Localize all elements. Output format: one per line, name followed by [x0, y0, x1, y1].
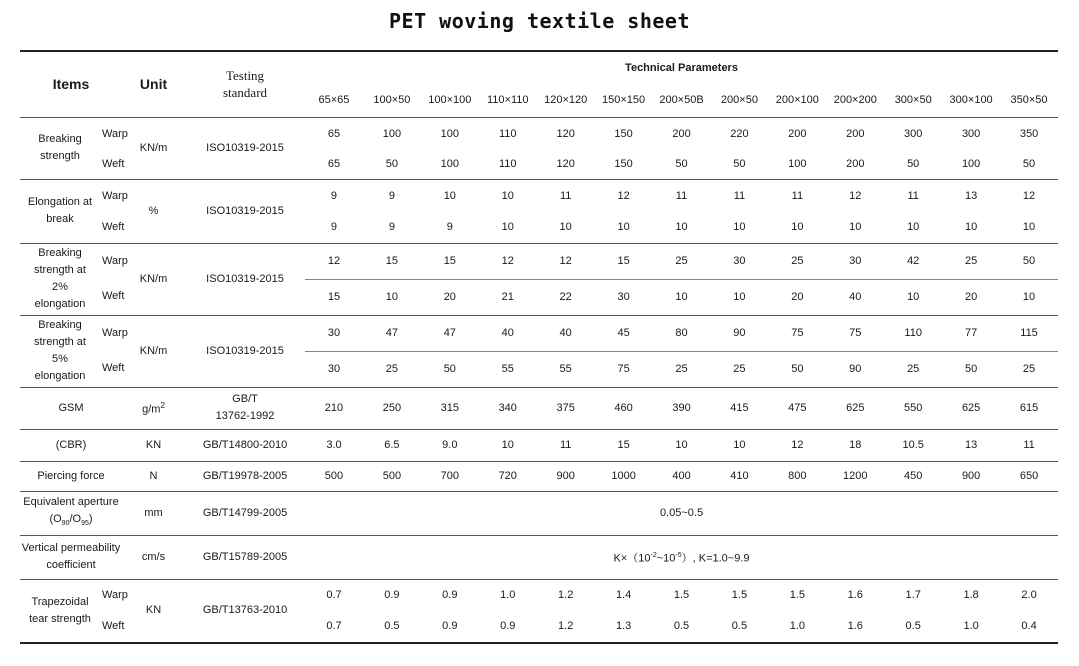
- value: 10: [710, 429, 768, 461]
- cbr-standard: GB/T14800-2010: [185, 429, 305, 461]
- item-label-line: 2%: [52, 281, 68, 293]
- warp-value: 10: [421, 179, 479, 213]
- elongation-standard: ISO10319-2015: [185, 179, 305, 243]
- spec-column-header: 200×50: [720, 93, 758, 106]
- elongation-warp-row: [20, 179, 1058, 213]
- spec-column-header: 200×200: [833, 93, 877, 106]
- weft-value: 9: [446, 221, 453, 234]
- value: 3.0: [305, 429, 363, 461]
- weft-value: 21: [479, 279, 537, 315]
- piercing-row: [20, 461, 1058, 491]
- value: 1000: [595, 461, 653, 491]
- value: 390: [653, 387, 711, 429]
- item-label-line: 5%: [52, 353, 68, 365]
- weft-value: 10: [733, 221, 746, 234]
- warp-value: 150: [595, 117, 653, 151]
- weft-value: 55: [537, 351, 595, 387]
- value: 340: [479, 387, 537, 429]
- spec-table: [20, 50, 1058, 644]
- value: 375: [537, 387, 595, 429]
- value: 625: [942, 387, 1000, 429]
- weft-value: 1.6: [826, 611, 884, 643]
- warp-value: 11: [710, 179, 768, 213]
- item-label-line: tear strength: [29, 612, 91, 625]
- weft-value: 50: [675, 158, 688, 171]
- bs5-unit: KN/m: [122, 315, 185, 387]
- tear-standard: GB/T13763-2010: [185, 579, 305, 643]
- aperture-standard: GB/T14799-2005: [185, 491, 305, 535]
- value: 18: [826, 429, 884, 461]
- weft-value: 30: [305, 351, 363, 387]
- weft-value: 10: [1022, 221, 1036, 234]
- weft-label: Weft: [102, 362, 125, 375]
- bs2-warp-row: [20, 243, 1058, 279]
- weft-value: 100: [961, 158, 981, 171]
- permeability-item-label: Vertical permeability coefficient: [20, 535, 122, 579]
- weft-value: 40: [826, 279, 884, 315]
- weft-value: 10: [710, 279, 768, 315]
- value: 1200: [826, 461, 884, 491]
- warp-value: 15: [595, 243, 653, 279]
- weft-value: 0.4: [1000, 611, 1058, 643]
- weft-value: 9: [330, 221, 338, 234]
- warp-value: 9: [305, 179, 363, 213]
- bs5-item-label: [20, 315, 100, 387]
- piercing-standard: GB/T19978-2005: [185, 461, 305, 491]
- warp-value: 30: [710, 243, 768, 279]
- weft-value: 10: [559, 221, 572, 234]
- value: 400: [653, 461, 711, 491]
- weft-value: 10: [964, 221, 978, 234]
- weft-value: 110: [498, 158, 517, 171]
- item-label-line: strength at: [34, 336, 86, 348]
- weft-value: 15: [305, 279, 363, 315]
- warp-value: 1.6: [826, 579, 884, 611]
- warp-value: 90: [710, 315, 768, 351]
- breaking-warp-row: [20, 117, 1058, 151]
- warp-value: 1.5: [710, 579, 768, 611]
- permeability-row: [20, 535, 1058, 579]
- weft-value: 0.5: [710, 611, 768, 643]
- warp-value: 12: [305, 243, 363, 279]
- tear-unit: KN: [122, 579, 185, 643]
- warp-value: 25: [942, 243, 1000, 279]
- spec-column-header: 120×120: [544, 93, 588, 106]
- item-label-line: strength: [40, 150, 80, 162]
- weft-value: 0.9: [421, 611, 479, 643]
- aperture-value: 0.05~0.5: [305, 491, 1058, 535]
- spec-column-header: 300×50: [894, 93, 932, 106]
- value: 10.5: [884, 429, 942, 461]
- warp-value: 1.4: [595, 579, 653, 611]
- value: 500: [363, 461, 421, 491]
- value: 475: [768, 387, 826, 429]
- warp-value: 2.0: [1000, 579, 1058, 611]
- weft-value: 0.7: [305, 611, 363, 643]
- value: 900: [537, 461, 595, 491]
- tear-warp-row: [20, 579, 1058, 611]
- weft-value: 50: [421, 351, 479, 387]
- warp-value: 11: [653, 179, 711, 213]
- value: 15: [595, 429, 653, 461]
- weft-value: 30: [595, 279, 653, 315]
- weft-value: 10: [849, 221, 862, 234]
- warp-value: 13: [942, 179, 1000, 213]
- warp-value: 80: [653, 315, 711, 351]
- weft-value: 120: [556, 158, 575, 171]
- item-label-line: strength at: [34, 264, 86, 276]
- value: 550: [884, 387, 942, 429]
- warp-value: 120: [537, 117, 595, 151]
- permeability-unit: cm/s: [122, 535, 185, 579]
- warp-label: Warp: [100, 179, 122, 213]
- warp-value: 200: [653, 117, 711, 151]
- warp-value: 75: [826, 315, 884, 351]
- warp-value: 47: [421, 315, 479, 351]
- gsm-standard: GB/T 13762-1992: [185, 387, 305, 429]
- spec-column-header: 150×150: [602, 93, 646, 106]
- warp-value: 10: [479, 179, 537, 213]
- spec-column-header: 200×100: [775, 93, 819, 106]
- warp-value: 30: [305, 315, 363, 351]
- cbr-item-label: (CBR): [20, 429, 122, 461]
- warp-value: 1.5: [768, 579, 826, 611]
- cbr-unit: KN: [122, 429, 185, 461]
- warp-label: Warp: [100, 579, 122, 611]
- bs2-item-label: [20, 243, 100, 315]
- aperture-row: [20, 491, 1058, 535]
- warp-value: 12: [537, 243, 595, 279]
- warp-value: 25: [768, 243, 826, 279]
- elongation-unit: %: [122, 179, 185, 243]
- spec-column-header: 350×50: [1010, 93, 1048, 106]
- weft-value: 200: [846, 158, 865, 171]
- warp-value: 11: [768, 179, 826, 213]
- weft-value: 20: [768, 279, 826, 315]
- warp-value: 1.2: [537, 579, 595, 611]
- items-header: Items: [20, 51, 122, 117]
- permeability-standard: GB/T15789-2005: [185, 535, 305, 579]
- value: 410: [710, 461, 768, 491]
- weft-label: Weft: [102, 290, 125, 303]
- weft-value: 90: [826, 351, 884, 387]
- page-title: PET woving textile sheet: [389, 9, 690, 33]
- weft-label: Weft: [102, 158, 125, 171]
- value: 700: [421, 461, 479, 491]
- weft-value: 100: [788, 158, 807, 171]
- item-label-line: elongation: [34, 298, 86, 310]
- item-label-line: elongation: [34, 370, 86, 382]
- warp-value: 65: [305, 117, 363, 151]
- warp-label: Warp: [100, 117, 122, 151]
- gsm-unit: $g/m^2$: [122, 387, 185, 429]
- value: 210: [305, 387, 363, 429]
- weft-value: 150: [614, 158, 633, 171]
- value: 415: [710, 387, 768, 429]
- warp-value: 30: [826, 243, 884, 279]
- unit-header: Unit: [122, 51, 185, 117]
- warp-value: 115: [1000, 315, 1058, 351]
- weft-value: 10: [1000, 279, 1058, 315]
- warp-value: 15: [363, 243, 421, 279]
- weft-value: 25: [884, 351, 942, 387]
- value: 12: [768, 429, 826, 461]
- warp-value: 77: [942, 315, 1000, 351]
- value: 6.5: [363, 429, 421, 461]
- value: 800: [768, 461, 826, 491]
- value: 500: [305, 461, 363, 491]
- standard-header-line1: Testing: [225, 68, 265, 84]
- spec-column-header: 200×50B: [659, 93, 704, 106]
- weft-value: 0.5: [884, 611, 942, 643]
- weft-value: 10: [907, 221, 920, 234]
- value: 315: [421, 387, 479, 429]
- weft-value: 10: [791, 221, 804, 234]
- warp-value: 9: [363, 179, 421, 213]
- weft-value: 50: [907, 158, 920, 171]
- bs2-standard: ISO10319-2015: [185, 243, 305, 315]
- warp-value: 110: [479, 117, 537, 151]
- weft-value: 0.9: [479, 611, 537, 643]
- warp-value: 200: [768, 117, 826, 151]
- tear-item-label: [20, 579, 100, 643]
- gsm-row: [20, 387, 1058, 429]
- warp-value: 1.5: [653, 579, 711, 611]
- value: 11: [537, 429, 595, 461]
- warp-value: 0.7: [305, 579, 363, 611]
- elongation-item-label: [20, 179, 100, 243]
- weft-value: 50: [768, 351, 826, 387]
- value: 10: [653, 429, 711, 461]
- weft-value: 20: [942, 279, 1000, 315]
- weft-value: 50: [733, 158, 746, 171]
- warp-value: 1.7: [884, 579, 942, 611]
- weft-value: 1.0: [768, 611, 826, 643]
- weft-value: 10: [653, 279, 711, 315]
- value: 10: [479, 429, 537, 461]
- value: 900: [942, 461, 1000, 491]
- warp-value: 12: [1000, 179, 1058, 213]
- warp-value: 25: [653, 243, 711, 279]
- weft-value: 10: [675, 221, 688, 234]
- aperture-item-label: Equivalent aperture $(O_{90}/O_{95})$: [20, 491, 122, 535]
- bs2-unit: KN/m: [122, 243, 185, 315]
- spec-column-header: 100×50: [373, 93, 411, 106]
- warp-value: 110: [884, 315, 942, 351]
- warp-value: 45: [595, 315, 653, 351]
- weft-value: 25: [1000, 351, 1058, 387]
- warp-value: 220: [710, 117, 768, 151]
- gsm-item-label: GSM: [20, 387, 122, 429]
- value: 625: [826, 387, 884, 429]
- bs5-standard: ISO10319-2015: [185, 315, 305, 387]
- weft-value: 100: [440, 158, 459, 171]
- weft-value: 55: [479, 351, 537, 387]
- weft-value: 10: [617, 221, 630, 234]
- bs5-warp-row: [20, 315, 1058, 351]
- value: 11: [1000, 429, 1058, 461]
- warp-value: 12: [595, 179, 653, 213]
- warp-value: 47: [363, 315, 421, 351]
- weft-value: 20: [421, 279, 479, 315]
- value: 650: [1000, 461, 1058, 491]
- weft-value: 50: [385, 158, 399, 171]
- piercing-item-label: Piercing force: [20, 461, 122, 491]
- warp-label: Warp: [100, 243, 122, 279]
- warp-value: 12: [826, 179, 884, 213]
- weft-value: 75: [595, 351, 653, 387]
- warp-value: 350: [1000, 117, 1058, 151]
- item-label-line: Breaking: [38, 133, 82, 145]
- breaking-item-label: [20, 117, 100, 179]
- piercing-unit: N: [122, 461, 185, 491]
- item-label-line: Breaking: [38, 319, 82, 331]
- weft-value: 0.5: [653, 611, 711, 643]
- standard-header-line2: standard: [222, 85, 268, 101]
- weft-value: 9: [388, 221, 395, 234]
- value: 460: [595, 387, 653, 429]
- warp-value: 0.9: [363, 579, 421, 611]
- warp-value: 40: [537, 315, 595, 351]
- value: 13: [942, 429, 1000, 461]
- spec-column-header: 100×100: [428, 93, 472, 106]
- warp-value: 42: [884, 243, 942, 279]
- standard-header: [185, 51, 305, 117]
- value: 615: [1000, 387, 1058, 429]
- weft-value: 1.3: [595, 611, 653, 643]
- warp-value: 15: [421, 243, 479, 279]
- technical-parameters-header: Technical Parameters: [305, 51, 1058, 84]
- weft-value: 1.0: [942, 611, 1000, 643]
- weft-value: 22: [537, 279, 595, 315]
- warp-value: 300: [942, 117, 1000, 151]
- warp-value: 1.8: [942, 579, 1000, 611]
- cbr-row: [20, 429, 1058, 461]
- value: 720: [479, 461, 537, 491]
- weft-value: 50: [942, 351, 1000, 387]
- warp-value: 11: [537, 179, 595, 213]
- breaking-unit: KN/m: [122, 117, 185, 179]
- weft-value: 25: [363, 351, 421, 387]
- warp-value: 40: [479, 315, 537, 351]
- spec-column-header: 300×100: [949, 93, 993, 106]
- item-label-line: Elongation at: [27, 196, 93, 208]
- warp-value: 0.9: [421, 579, 479, 611]
- warp-value: 100: [421, 117, 479, 151]
- weft-value: 10: [501, 221, 514, 234]
- value: 250: [363, 387, 421, 429]
- value: 9.0: [421, 429, 479, 461]
- weft-label: Weft: [100, 611, 122, 643]
- warp-value: 200: [826, 117, 884, 151]
- permeability-value: $K\times(10^{-2}\sim 10^{-5})$, K=1.0~9.9: [305, 535, 1058, 579]
- weft-value: 10: [884, 279, 942, 315]
- warp-value: 1.0: [479, 579, 537, 611]
- weft-value: 50: [1022, 158, 1036, 171]
- weft-label: Weft: [102, 221, 125, 234]
- weft-value: 10: [363, 279, 421, 315]
- weft-value: 25: [653, 351, 711, 387]
- warp-label: Warp: [100, 315, 122, 351]
- warp-value: 12: [479, 243, 537, 279]
- aperture-unit: mm: [122, 491, 185, 535]
- warp-value: 300: [884, 117, 942, 151]
- warp-value: 100: [363, 117, 421, 151]
- spec-column-header: 110×110: [486, 93, 529, 106]
- spec-column-header: 65×65: [318, 93, 350, 106]
- weft-value: 25: [710, 351, 768, 387]
- breaking-standard: ISO10319-2015: [185, 117, 305, 179]
- item-label-line: Breaking: [38, 247, 82, 259]
- item-label-line: Trapezoidal: [31, 595, 89, 608]
- weft-value: 1.2: [537, 611, 595, 643]
- warp-value: 75: [768, 315, 826, 351]
- weft-value: 65: [327, 158, 341, 171]
- weft-value: 0.5: [363, 611, 421, 643]
- item-label-line: break: [46, 213, 74, 225]
- warp-value: 50: [1000, 243, 1058, 279]
- value: 450: [884, 461, 942, 491]
- warp-value: 11: [884, 179, 942, 213]
